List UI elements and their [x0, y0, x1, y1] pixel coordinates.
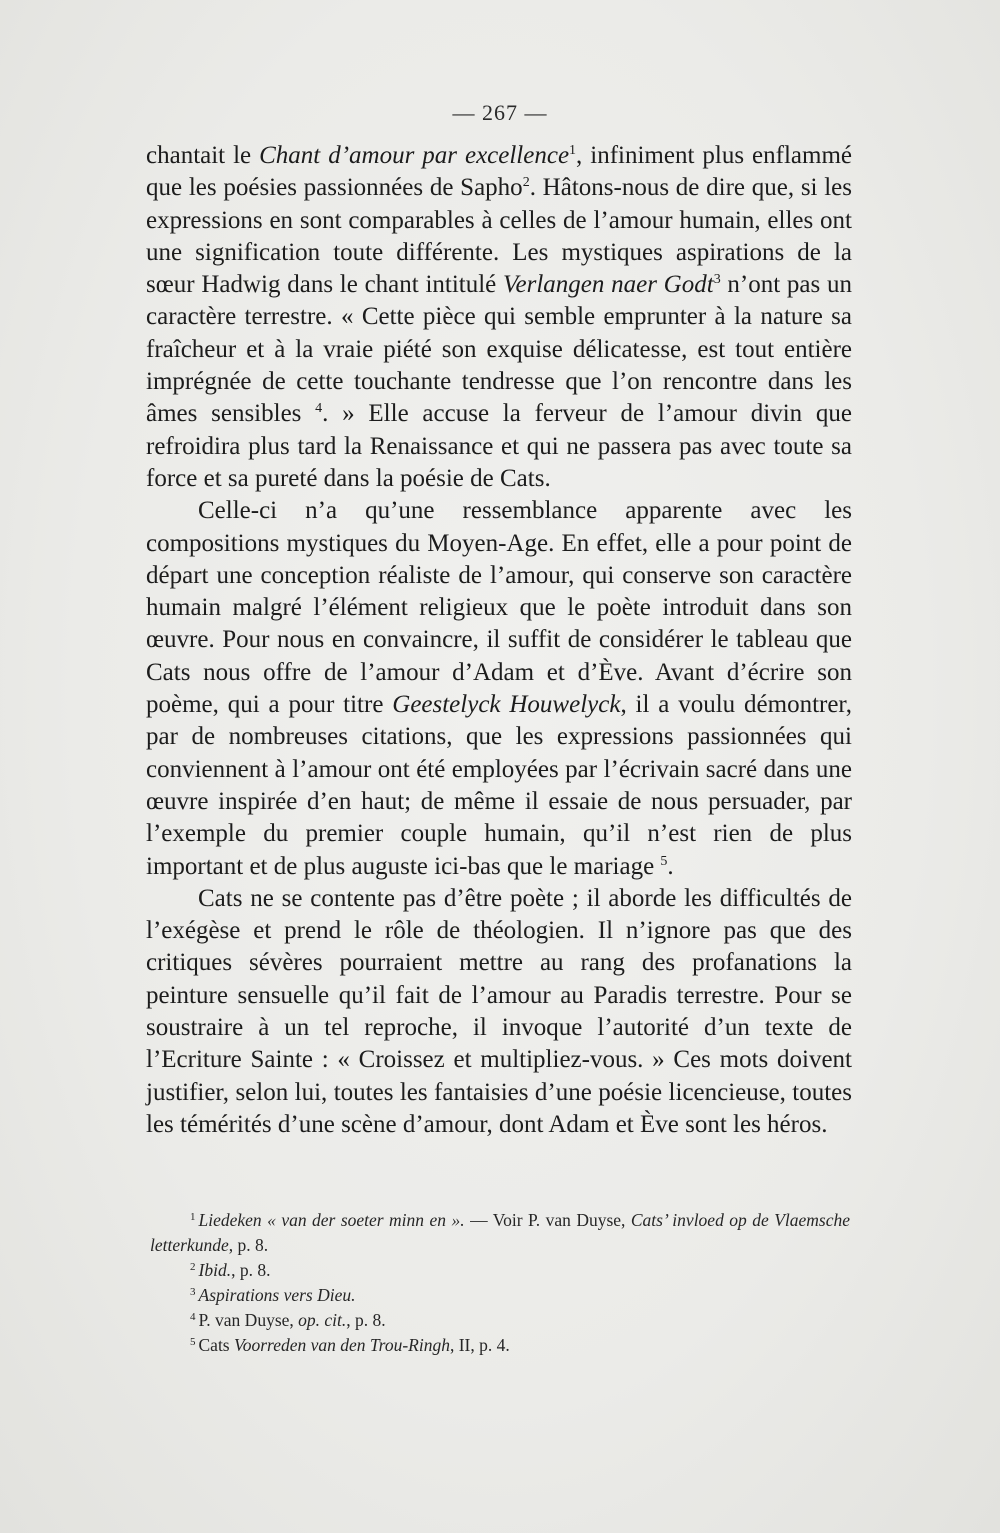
footnote-4 — [150, 1308, 850, 1333]
text-run: , p. 8. — [231, 1260, 271, 1280]
footnote-3 — [150, 1283, 850, 1308]
page-number: — 267 — — [452, 100, 548, 125]
italic-text: op. cit. — [298, 1310, 347, 1330]
italic-text: Verlangen naer Godt — [503, 271, 714, 299]
italic-text: Cats’ invloed op de Vlaemsche letterkunde — [150, 1210, 851, 1255]
paragraph-1 — [146, 140, 852, 495]
footnote-1 — [150, 1208, 850, 1258]
text-run: P. van Duyse, — [198, 1310, 299, 1330]
text-run: , II, p. 4. — [449, 1335, 510, 1355]
footnotes — [150, 1208, 850, 1358]
text-run: n’ont pas un caractère terrestre. « Cette pièce qui semble emprunter à la nature sa fraîcheur et à la vraie piété son exquise délicatesse, est tout entière imprégnée de cette touchante tendresse que l’on rencontre dans les âmes sensibles — [146, 271, 852, 428]
text-run: , p. 8. — [228, 1235, 269, 1255]
text-run: , infiniment plus enflammé que les poésies passionnées de Sapho — [146, 142, 852, 202]
footnote-ref: 2 — [522, 175, 530, 191]
text-run: . Hâtons-nous de dire que, si les expressions en sont comparables à celles de l’amour humain, elles ont une signification toute différente. Les mystiques aspirations de la sœur Hadwig dans le chant intitulé — [146, 174, 853, 299]
italic-text: Ibid. — [198, 1260, 232, 1280]
footnote-ref: 5 — [660, 853, 668, 869]
footnote-2 — [150, 1258, 850, 1283]
footnote-ref: 1 — [569, 143, 577, 158]
paragraph-3 — [146, 883, 852, 1141]
footnote-ref: 4 — [315, 401, 323, 417]
text-run: Cats — [198, 1335, 234, 1355]
text-run: , il a voulu démontrer, par de nombreuses citations, que les expressions passionnées qui conviennent à l’amour ont été employées par l’écrivain sacré dans une œuvre inspirée d’en haut; de même il essaie de nous persuader, par l’exemple du premier couple humain, qu’il n’est rien de plus important et de plus auguste ici-bas que le mariage — [146, 691, 853, 880]
footnote-ref: 3 — [713, 272, 721, 288]
footnote-number: 1 — [190, 1211, 196, 1223]
paragraph-2 — [146, 495, 852, 883]
text-run: Celle-ci n’a qu’une ressemblance apparente avec les compositions mystiques du Moyen-Age. En effet, elle a pour point de départ une conception réaliste de l’amour, qui conserve son caractère humain malgré l’élément religieux que le poète introduit dans son œuvre. Pour nous en convaincre, il suffit de considérer le tableau que Cats nous offre de l’amour d’Adam et d’Ève. Avant d’écrire son poème, qui a pour titre — [146, 497, 852, 719]
footnote-number: 2 — [190, 1261, 196, 1273]
italic-text: Voorreden van den Trou-Ringh — [234, 1335, 450, 1355]
footnote-number: 5 — [190, 1336, 196, 1348]
italic-text: Geestelyck Houwelyck — [392, 691, 621, 719]
text-run: Cats ne se contente pas d’être poète ; il aborde les difficultés de l’exégèse et prend le rôle de théologien. Il n’ignore pas que des critiques sévères pourraient mettre au rang des profanations la peinture sensuelle qu’il fait de l’amour au Paradis terrestre. Pour se soustraire à un tel reproche, il invoque l’autorité d’un texte de l’Ecriture Sainte : « Croissez et multipliez-vous. » Ces mots doivent justifier, selon lui, toutes les fantaisies d’une poésie licencieuse, toutes les témérités d’une scène d’amour, dont Adam et Ève sont les héros. — [146, 884, 852, 1138]
text-run: . » Elle accuse la ferveur de l’amour divin que refroidira plus tard la Renaissance et qui ne passera pas avec toute sa force et sa pureté dans la poésie de Cats. — [146, 400, 852, 492]
italic-text: Liedeken « van der soeter minn en ». — [198, 1210, 465, 1230]
footnote-number: 4 — [190, 1311, 196, 1323]
text-run: chantait le — [146, 142, 260, 169]
text-run: . — [667, 852, 674, 880]
footnote-number: 3 — [190, 1286, 196, 1298]
italic-text: Aspirations vers Dieu. — [198, 1285, 356, 1305]
body-text — [146, 140, 852, 1141]
text-run: , p. 8. — [346, 1310, 386, 1330]
text-run: — Voir P. van Duyse, — [464, 1210, 631, 1230]
italic-text: Chant d’amour par excellence — [259, 142, 570, 169]
footnote-5 — [150, 1333, 850, 1358]
